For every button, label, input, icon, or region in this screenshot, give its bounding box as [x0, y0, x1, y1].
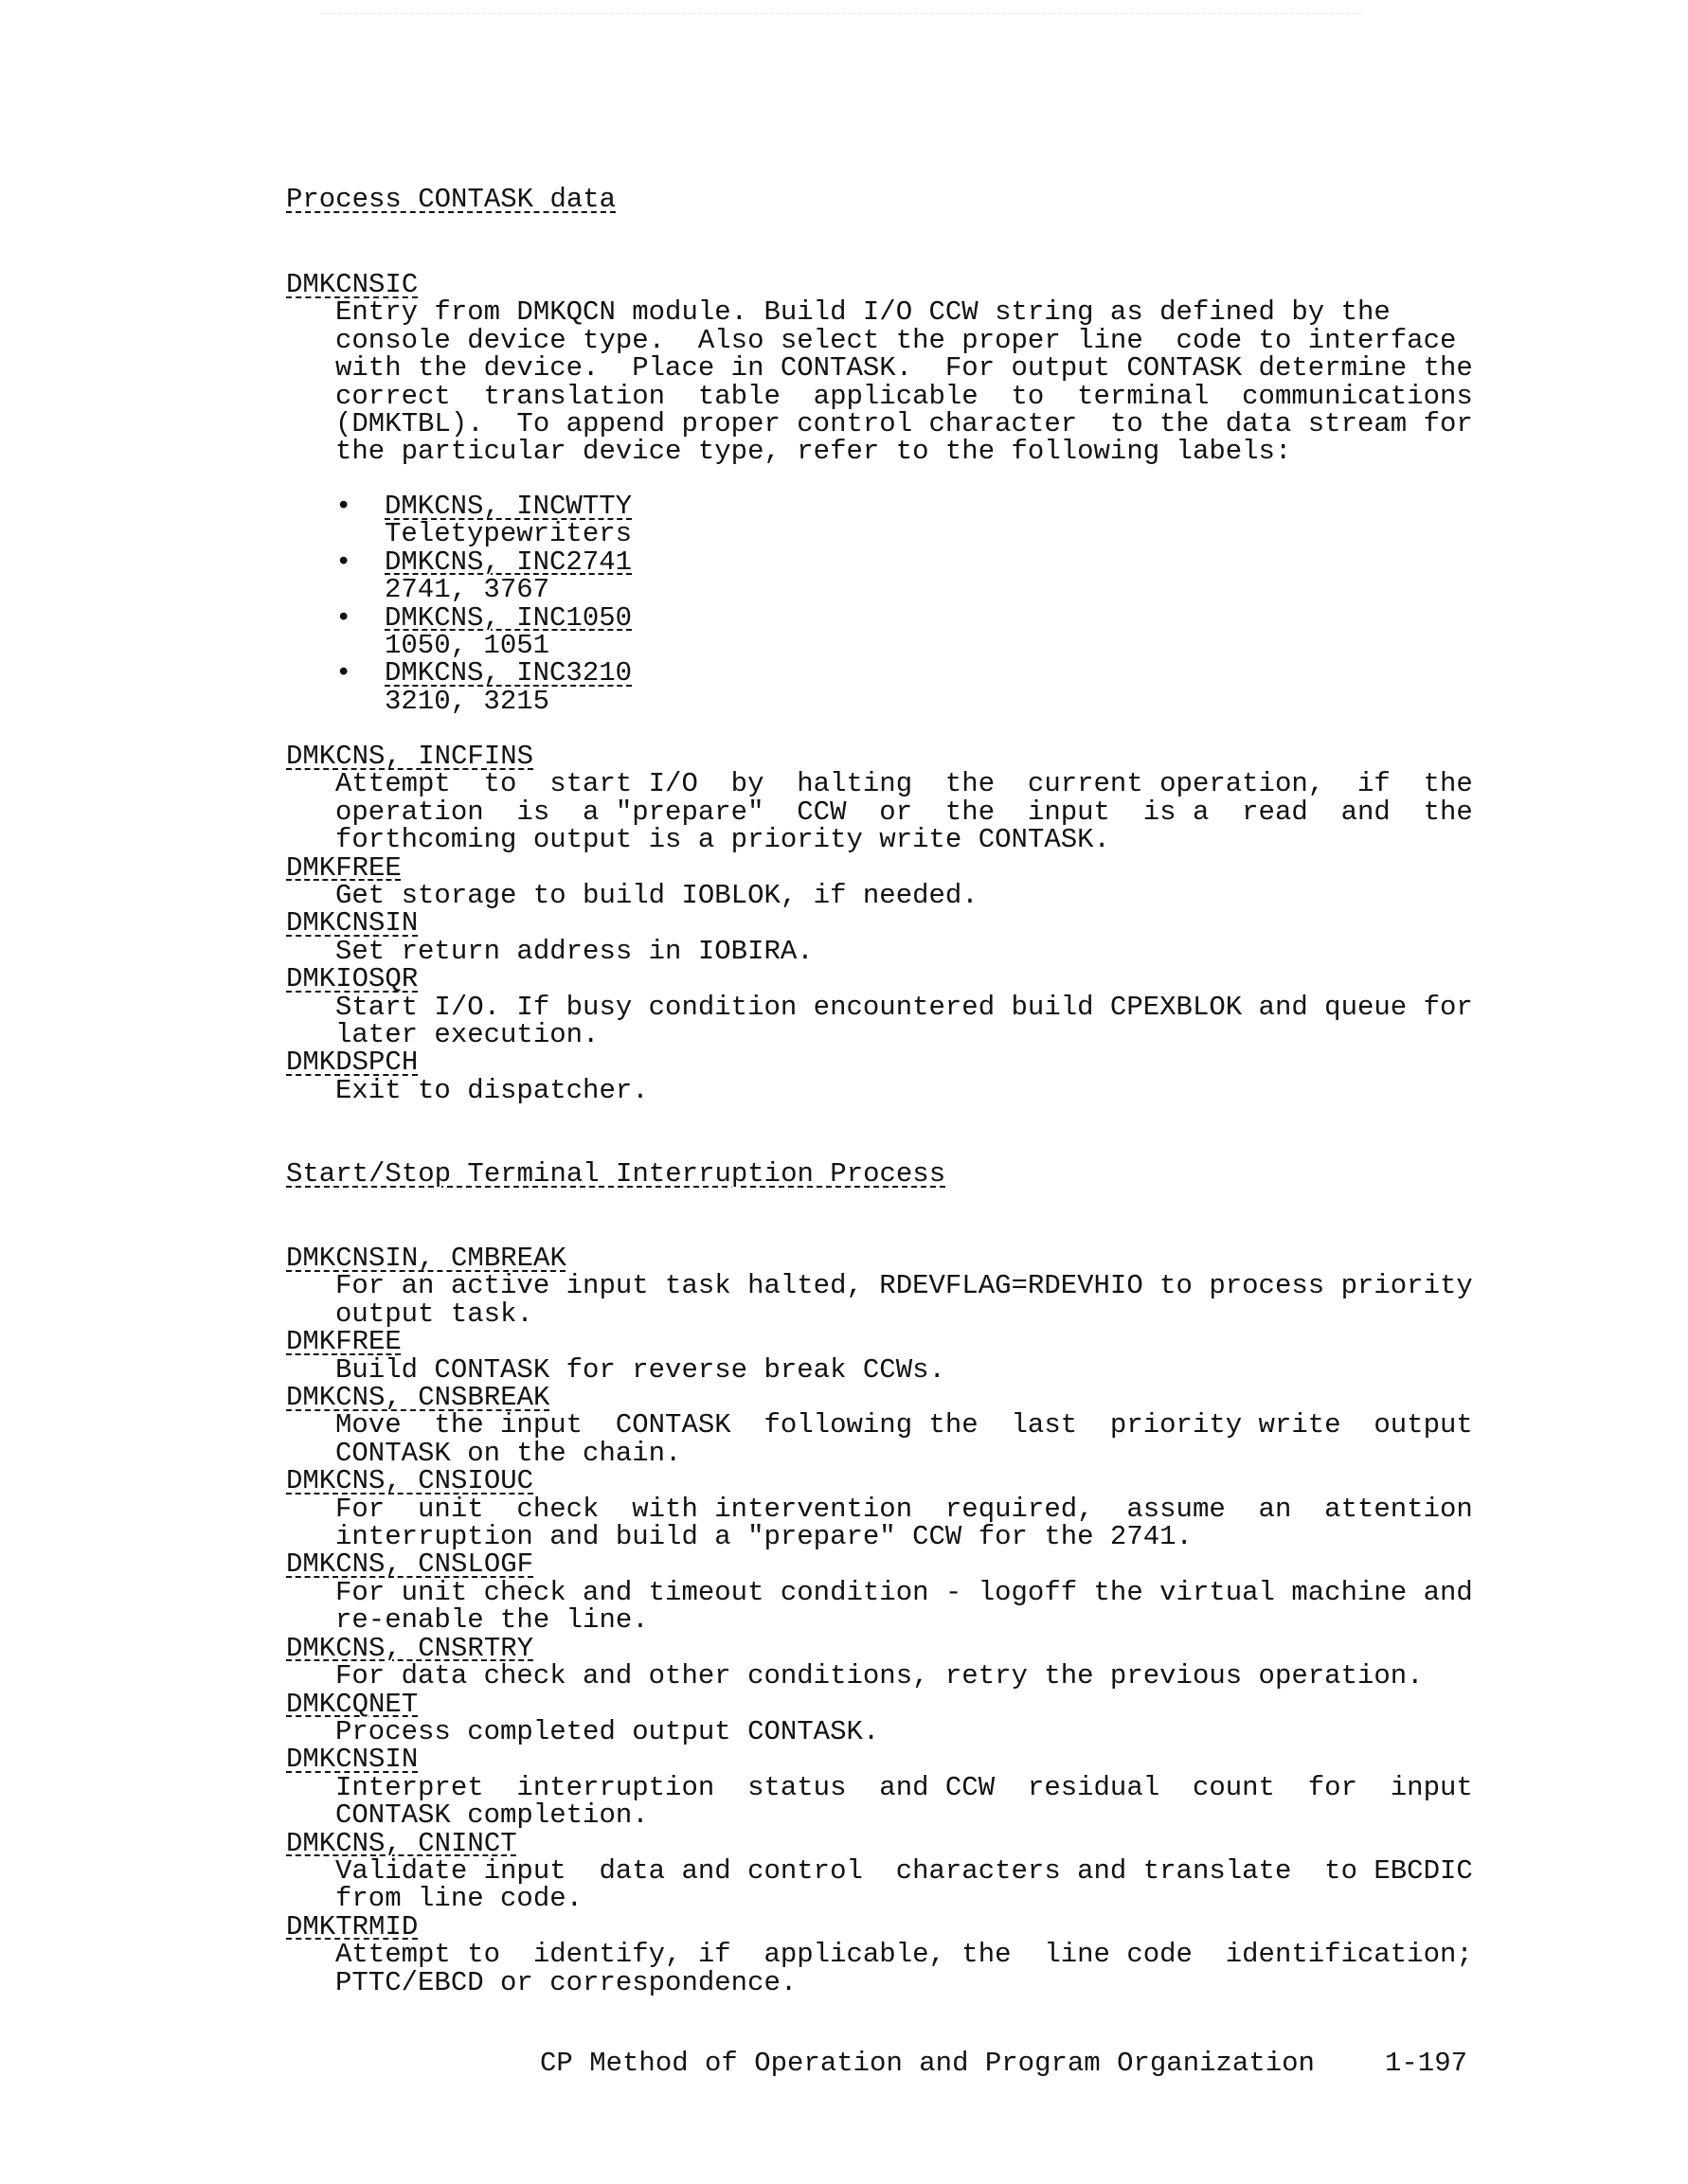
- entry-line: Move the input CONTASK following the last priority write output: [335, 1409, 1473, 1441]
- section-heading-process-contask: Process CONTASK data: [286, 184, 617, 215]
- list-item-label: DMKCNS, INC1050: [385, 601, 633, 634]
- section-heading-start-stop: Start/Stop Terminal Interruption Process: [286, 1158, 946, 1190]
- entry-label: DMKCNS, INCFINS: [286, 741, 534, 772]
- entry-line: operation is a "prepare" CCW or the input is a read and the: [335, 796, 1473, 828]
- entry-line: For an active input task halted, RDEVFLAG=RDEVHIO to process priority: [335, 1270, 1473, 1302]
- entry-line: from line code.: [335, 1883, 584, 1915]
- entry-line: Start I/O. If busy condition encountered build CPEXBLOK and queue for: [335, 991, 1473, 1023]
- bullet-icon: •: [335, 546, 352, 578]
- list-item-text: 3210, 3215: [385, 685, 550, 717]
- entry-line: Validate input data and control characters and translate to EBCDIC: [335, 1854, 1473, 1887]
- entry-line: Process completed output CONTASK.: [335, 1715, 880, 1747]
- entry-label: DMKIOSQR: [286, 963, 419, 995]
- entry-line: Exit to dispatcher.: [335, 1074, 649, 1106]
- scan-artifact-divider: [322, 13, 1364, 22]
- entry-line: For data check and other conditions, retry the previous operation.: [335, 1660, 1424, 1692]
- entry-line: interruption and build a "prepare" CCW for the 2741.: [335, 1521, 1193, 1553]
- entry-label: DMKCNSIC: [286, 269, 419, 300]
- entry-line: forthcoming output is a priority write CONTASK.: [335, 824, 1110, 856]
- entry-label: DMKFREE: [286, 1326, 402, 1358]
- entry-label: DMKCNS, CNSBREAK: [286, 1382, 550, 1414]
- entry-label: DMKCNSIN: [286, 907, 419, 940]
- entry-label: DMKCNS, CNSLOGF: [286, 1548, 534, 1581]
- list-item: [333, 548, 632, 604]
- entry-label: DMKCQNET: [286, 1688, 419, 1720]
- entry-list-section2: [286, 1244, 1480, 1996]
- entry-line: correct translation table applicable to terminal communications: [335, 380, 1473, 412]
- entry-line: Get storage to build IOBLOK, if needed.: [335, 880, 979, 912]
- entry-line: CONTASK on the chain.: [335, 1437, 682, 1469]
- entry-line: with the device. Place in CONTASK. For output CONTASK determine the: [335, 352, 1473, 385]
- page-number: 1-197: [1385, 2048, 1468, 2079]
- list-item-label: DMKCNS, INC2741: [385, 546, 633, 578]
- bullet-icon: •: [335, 657, 352, 689]
- list-item: [333, 492, 632, 548]
- entry-line: Interpret interruption status and CCW residual count for input: [335, 1771, 1473, 1803]
- entry-line: Entry from DMKQCN module. Build I/O CCW string as defined by the: [335, 296, 1391, 329]
- list-item-label: DMKCNS, INC3210: [385, 657, 633, 689]
- list-item: [333, 659, 632, 715]
- entry-line: CONTASK completion.: [335, 1799, 649, 1832]
- entry-line: Set return address in IOBIRA.: [335, 935, 814, 967]
- entry-list-section1: [286, 743, 1480, 1104]
- bullet-icon: •: [335, 491, 352, 522]
- entry-label: DMKCNSIN: [286, 1744, 419, 1776]
- entry-line: Attempt to start I/O by halting the current operation, if the: [335, 768, 1473, 800]
- entry-line: re-enable the line.: [335, 1604, 649, 1637]
- entry-line: Attempt to identify, if applicable, the line code identification;: [335, 1939, 1473, 1971]
- footer-title: CP Method of Operation and Program Organization: [540, 2048, 1315, 2079]
- entry-line: output task.: [335, 1298, 533, 1330]
- bullet-icon: •: [335, 601, 352, 634]
- entry-line: PTTC/EBCD or correspondence.: [335, 1966, 798, 1998]
- list-item-text: 2741, 3767: [385, 574, 550, 606]
- entry-label: DMKDSPCH: [286, 1047, 419, 1079]
- entry-label: DMKCNSIN, CMBREAK: [286, 1243, 566, 1274]
- entry-line: Build CONTASK for reverse break CCWs.: [335, 1353, 945, 1386]
- entry-line: For unit check with intervention required, assume an attention: [335, 1493, 1473, 1525]
- entry-label: DMKFREE: [286, 851, 402, 884]
- list-item-text: Teletypewriters: [385, 518, 633, 550]
- entry-label: DMKCNS, CNSIOUC: [286, 1465, 534, 1497]
- list-item-label: DMKCNS, INCWTTY: [385, 491, 633, 522]
- entry-label: DMKCNS, CNSRTRY: [286, 1632, 534, 1664]
- entry-dmkcnsic: [286, 271, 1480, 466]
- entry-line: later execution.: [335, 1019, 600, 1051]
- entry-label: DMKCNS, CNINCT: [286, 1827, 517, 1859]
- device-label-list: [333, 492, 632, 715]
- entry-line: console device type. Also select the proper line code to interface: [335, 324, 1457, 356]
- list-item: [333, 601, 633, 662]
- entry-line: For unit check and timeout condition - logoff the virtual machine and: [335, 1576, 1473, 1608]
- entry-line: the particular device type, refer to the following labels:: [335, 436, 1292, 468]
- entry-line: (DMKTBL). To append proper control character to the data stream for: [335, 408, 1473, 440]
- list-item-text: 1050, 1051: [385, 630, 550, 662]
- entry-label: DMKTRMID: [286, 1910, 419, 1942]
